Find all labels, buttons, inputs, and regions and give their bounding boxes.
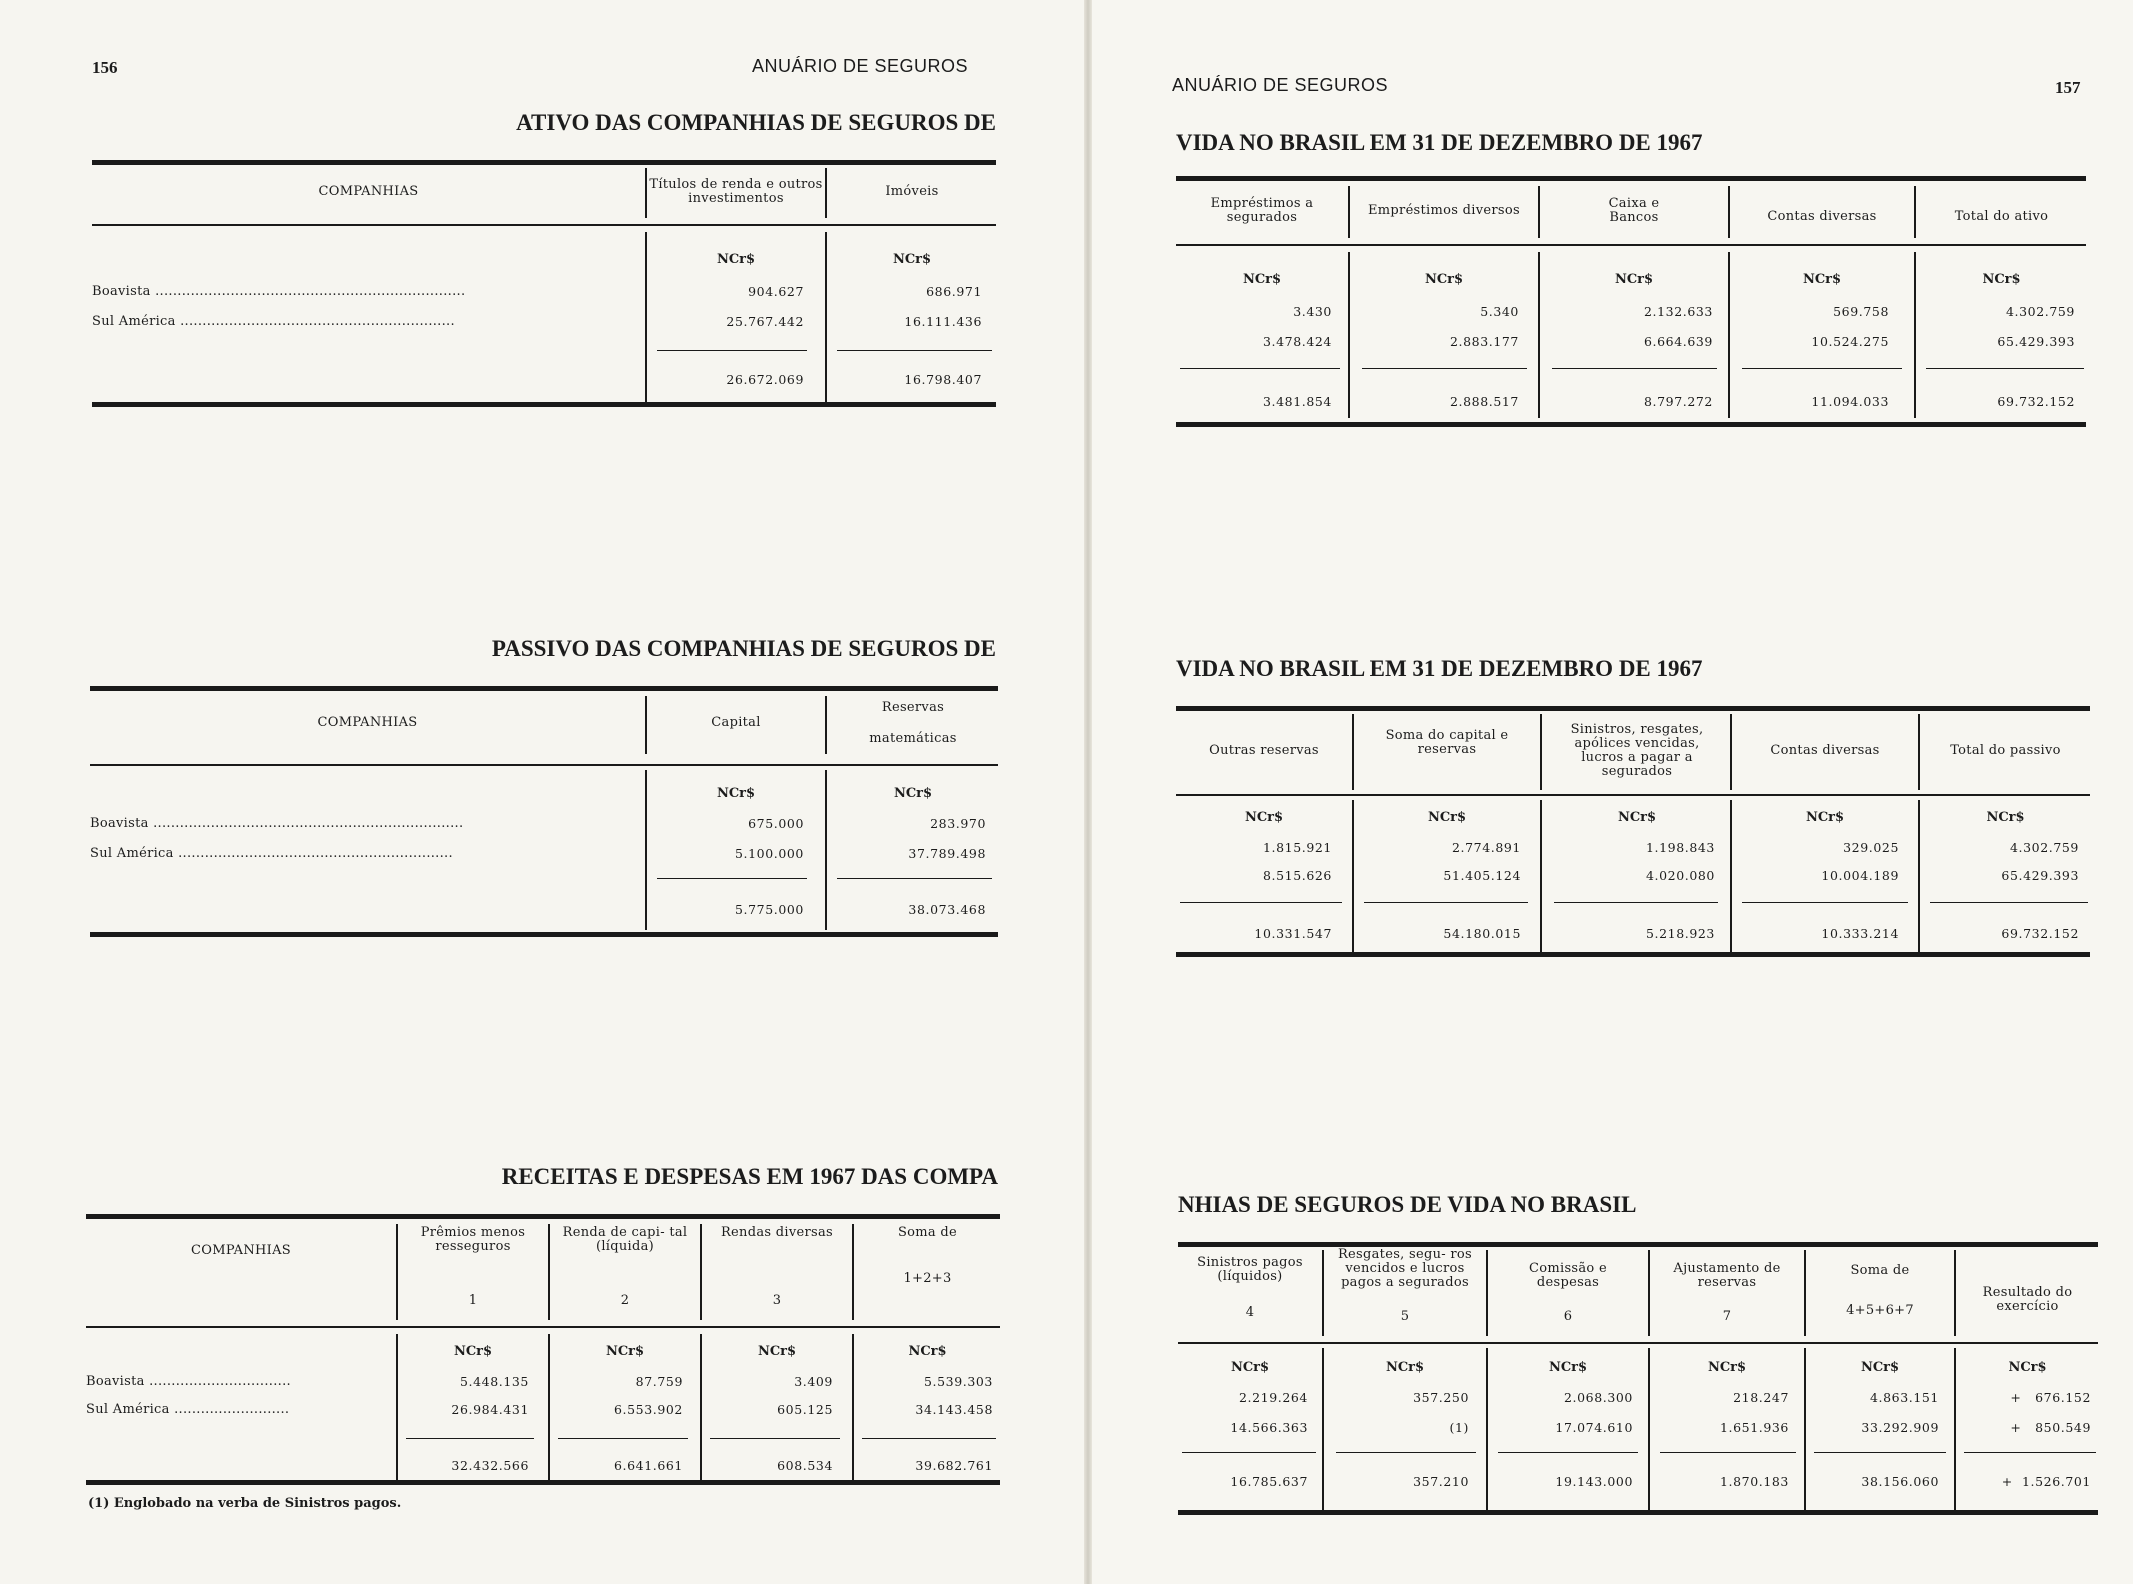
- col-renda-capital: [551, 1226, 699, 1308]
- table-cell: 10.524.275: [1811, 334, 1889, 349]
- total-cell: 5.775.000: [734, 902, 804, 917]
- col-number: 6: [1563, 1309, 1573, 1324]
- col-resgates: [1325, 1248, 1485, 1324]
- row-label: Boavista ......................................................................: [92, 284, 466, 299]
- unit-label: NCr$: [1424, 272, 1464, 287]
- unit-label: NCr$: [1242, 272, 1282, 287]
- table-cell: 87.759: [635, 1374, 683, 1389]
- table-cell: 4.863.151: [1869, 1390, 1939, 1405]
- table-cell: 5.100.000: [734, 846, 804, 861]
- receitas-title-left: RECEITAS E DESPESAS EM 1967 DAS COMPA: [501, 1164, 998, 1189]
- col-number: 1: [468, 1293, 478, 1308]
- footnote: (1) Englobado na verba de Sinistros pagos.: [88, 1496, 402, 1511]
- row-label: Boavista ......................................................................: [90, 816, 464, 831]
- table-cell: + 850.549: [2010, 1420, 2091, 1435]
- col-reservas-line1: Reservas: [881, 699, 945, 715]
- total-cell: 32.432.566: [451, 1458, 529, 1473]
- total-cell: 3.481.854: [1262, 394, 1332, 409]
- table-cell: 6.553.902: [613, 1402, 683, 1417]
- total-cell: 54.180.015: [1443, 926, 1521, 941]
- table-cell: 10.004.189: [1821, 868, 1899, 883]
- passivo-table-left: [90, 686, 998, 940]
- total-cell: 608.534: [777, 1458, 833, 1473]
- running-head-left: ANUÁRIO DE SEGUROS: [752, 56, 969, 76]
- table-cell: 2.132.633: [1643, 304, 1713, 319]
- col-label: Ajustamento de reservas: [1673, 1261, 1781, 1290]
- col-soma-capital: Soma do capital e reservas: [1385, 728, 1509, 757]
- table-cell: 2.774.891: [1451, 840, 1521, 855]
- table-cell: 3.409: [794, 1374, 833, 1389]
- unit-label: NCr$: [1802, 272, 1842, 287]
- total-cell: 2.888.517: [1449, 394, 1519, 409]
- table-cell: 8.515.626: [1262, 868, 1332, 883]
- col-total-passivo: Total do passivo: [1950, 743, 2061, 758]
- unit-label: NCr$: [1614, 272, 1654, 287]
- table-cell: 16.111.436: [904, 314, 982, 329]
- total-cell: 8.797.272: [1643, 394, 1713, 409]
- unit-label: NCr$: [1548, 1360, 1588, 1375]
- table-cell: 686.971: [926, 284, 982, 299]
- table-cell: 357.250: [1413, 1390, 1469, 1405]
- row-label: Sul América ..........................: [86, 1402, 290, 1417]
- receitas-table-right: [1178, 1242, 2098, 1518]
- col-number: 2: [620, 1293, 630, 1308]
- col-contas-diversas: Contas diversas: [1767, 209, 1877, 224]
- table-cell: 25.767.442: [726, 314, 804, 329]
- total-cell: 38.073.468: [908, 902, 986, 917]
- total-cell: 69.732.152: [2001, 926, 2079, 941]
- page-number-left: 156: [92, 58, 118, 77]
- col-rendas-diversas: [703, 1226, 851, 1308]
- unit-label: NCr$: [1244, 810, 1284, 825]
- table-cell: + 676.152: [2010, 1390, 2091, 1405]
- total-cell: 38.156.060: [1861, 1474, 1939, 1489]
- total-cell: 26.672.069: [726, 372, 804, 387]
- table-cell: 605.125: [777, 1402, 833, 1417]
- col-label: Prêmios menos resseguros: [420, 1225, 526, 1254]
- col-sinistros: Sinistros, resgates, apólices vencidas, lucros a pagar a segurados: [1570, 722, 1704, 779]
- unit-label: NCr$: [716, 252, 756, 267]
- col-companhias: COMPANHIAS: [317, 715, 418, 730]
- table-cell: 4.302.759: [2009, 840, 2079, 855]
- col-sinistros-pagos: [1178, 1256, 1322, 1320]
- col-emprestimos-segurados: Empréstimos a segurados: [1210, 196, 1314, 225]
- unit-label: NCr$: [892, 252, 932, 267]
- col-reservas: [828, 692, 998, 754]
- col-soma: [1807, 1264, 1953, 1318]
- total-cell: 19.143.000: [1555, 1474, 1633, 1489]
- unit-label: NCr$: [893, 786, 933, 801]
- table-cell: 1.198.843: [1645, 840, 1715, 855]
- col-titulos: Títulos de renda e outros investimentos: [649, 177, 823, 206]
- col-soma: [855, 1226, 1000, 1286]
- table-cell: 1.651.936: [1719, 1420, 1789, 1435]
- table-cell: 569.758: [1833, 304, 1889, 319]
- table-cell: 14.566.363: [1230, 1420, 1308, 1435]
- col-caixa-bancos: Caixa e Bancos: [1608, 196, 1660, 225]
- col-number: 5: [1400, 1309, 1410, 1324]
- table-cell: 17.074.610: [1555, 1420, 1633, 1435]
- col-total-ativo: Total do ativo: [1954, 209, 2049, 224]
- passivo-table-right: [1176, 706, 2090, 960]
- table-cell: 4.302.759: [2005, 304, 2075, 319]
- unit-label: NCr$: [1427, 810, 1467, 825]
- total-cell: 6.641.661: [613, 1458, 683, 1473]
- unit-label: NCr$: [1385, 1360, 1425, 1375]
- col-emprestimos-diversos: Empréstimos diversos: [1368, 203, 1520, 218]
- table-cell: 5.539.303: [923, 1374, 993, 1389]
- table-cell: 65.429.393: [1997, 334, 2075, 349]
- page-number-right: 157: [2055, 78, 2081, 97]
- col-number: 4: [1245, 1305, 1255, 1320]
- col-comissao: [1489, 1262, 1647, 1324]
- table-cell: 675.000: [748, 816, 804, 831]
- col-label: Resgates, segu- ros vencidos e lucros pagos a segurados: [1337, 1247, 1473, 1290]
- passivo-title-left: PASSIVO DAS COMPANHIAS DE SEGUROS DE: [491, 636, 996, 661]
- table-cell: (1): [1449, 1420, 1469, 1435]
- total-cell: + 1.526.701: [2001, 1474, 2091, 1489]
- table-cell: 26.984.431: [451, 1402, 529, 1417]
- table-cell: 329.025: [1843, 840, 1899, 855]
- unit-label: NCr$: [453, 1344, 493, 1359]
- col-number: 7: [1722, 1309, 1732, 1324]
- col-companhias: COMPANHIAS: [191, 1243, 291, 1258]
- table-cell: 5.448.135: [459, 1374, 529, 1389]
- ativo-table-left: [92, 160, 996, 410]
- unit-label: NCr$: [1982, 272, 2021, 287]
- total-cell: 10.333.214: [1821, 926, 1899, 941]
- passivo-title-right: VIDA NO BRASIL EM 31 DE DEZEMBRO DE 1967: [1176, 656, 1703, 681]
- col-contas-diversas: Contas diversas: [1770, 743, 1880, 758]
- col-label: Soma de: [897, 1225, 958, 1240]
- total-cell: 5.218.923: [1645, 926, 1715, 941]
- unit-label: NCr$: [1986, 810, 2025, 825]
- book-spine: [1084, 0, 1092, 1584]
- total-cell: 1.870.183: [1719, 1474, 1789, 1489]
- unit-label: NCr$: [1230, 1360, 1270, 1375]
- col-companhias: COMPANHIAS: [318, 184, 419, 199]
- col-label: Soma de: [1850, 1263, 1910, 1278]
- ativo-title-left: ATIVO DAS COMPANHIAS DE SEGUROS DE: [516, 110, 996, 135]
- table-cell: 1.815.921: [1262, 840, 1332, 855]
- table-cell: 3.478.424: [1262, 334, 1332, 349]
- ativo-title-right: VIDA NO BRASIL EM 31 DE DEZEMBRO DE 1967: [1176, 130, 1703, 155]
- col-label: Sinistros pagos (líquidos): [1197, 1255, 1303, 1284]
- unit-label: NCr$: [716, 786, 756, 801]
- table-cell: 2.219.264: [1238, 1390, 1308, 1405]
- unit-label: NCr$: [605, 1344, 645, 1359]
- col-resultado: Resultado do exercício: [1982, 1285, 2073, 1314]
- table-cell: 51.405.124: [1443, 868, 1521, 883]
- unit-label: NCr$: [1805, 810, 1845, 825]
- receitas-title-right: NHIAS DE SEGUROS DE VIDA NO BRASIL: [1178, 1192, 1637, 1217]
- col-label: Rendas diversas: [720, 1225, 834, 1240]
- ativo-table-right: [1176, 176, 2086, 430]
- total-cell: 16.785.637: [1230, 1474, 1308, 1489]
- unit-label: NCr$: [908, 1344, 947, 1359]
- table-cell: 283.970: [930, 816, 986, 831]
- unit-label: NCr$: [1707, 1360, 1747, 1375]
- table-cell: 2.068.300: [1563, 1390, 1633, 1405]
- col-number: 3: [772, 1293, 782, 1308]
- table-cell: 33.292.909: [1861, 1420, 1939, 1435]
- total-cell: 16.798.407: [904, 372, 982, 387]
- col-label: Comissão e despesas: [1528, 1261, 1607, 1290]
- unit-label: NCr$: [2008, 1360, 2047, 1375]
- col-capital: Capital: [711, 715, 761, 730]
- table-cell: 34.143.458: [915, 1402, 993, 1417]
- col-ajustamento: [1651, 1262, 1803, 1324]
- unit-label: NCr$: [1617, 810, 1657, 825]
- row-label: Sul América ..............................................................: [90, 846, 453, 861]
- total-cell: 10.331.547: [1254, 926, 1332, 941]
- table-cell: 3.430: [1293, 304, 1332, 319]
- unit-label: NCr$: [757, 1344, 797, 1359]
- total-cell: 357.210: [1413, 1474, 1469, 1489]
- table-cell: 37.789.498: [908, 846, 986, 861]
- table-cell: 218.247: [1733, 1390, 1789, 1405]
- total-cell: 39.682.761: [915, 1458, 993, 1473]
- receitas-table-left: [86, 1214, 1000, 1488]
- table-cell: 2.883.177: [1449, 334, 1519, 349]
- total-cell: 11.094.033: [1811, 394, 1889, 409]
- col-number: 1+2+3: [903, 1271, 952, 1286]
- unit-label: NCr$: [1860, 1360, 1900, 1375]
- col-number: 4+5+6+7: [1846, 1303, 1914, 1318]
- table-cell: 65.429.393: [2001, 868, 2079, 883]
- row-label: Boavista ................................: [86, 1374, 291, 1389]
- table-cell: 6.664.639: [1643, 334, 1713, 349]
- total-cell: 69.732.152: [1997, 394, 2075, 409]
- row-label: Sul América ..............................................................: [92, 314, 455, 329]
- running-head-right: ANUÁRIO DE SEGUROS: [1172, 75, 1389, 95]
- col-premios: [399, 1226, 547, 1308]
- table-cell: 4.020.080: [1645, 868, 1715, 883]
- col-label: Renda de capi- tal (líquida): [562, 1225, 688, 1254]
- col-reservas-line2: matemáticas: [869, 730, 957, 746]
- col-imoveis: Imóveis: [885, 184, 939, 199]
- col-outras-reservas: Outras reservas: [1209, 743, 1319, 758]
- table-cell: 5.340: [1480, 304, 1519, 319]
- table-cell: 904.627: [748, 284, 804, 299]
